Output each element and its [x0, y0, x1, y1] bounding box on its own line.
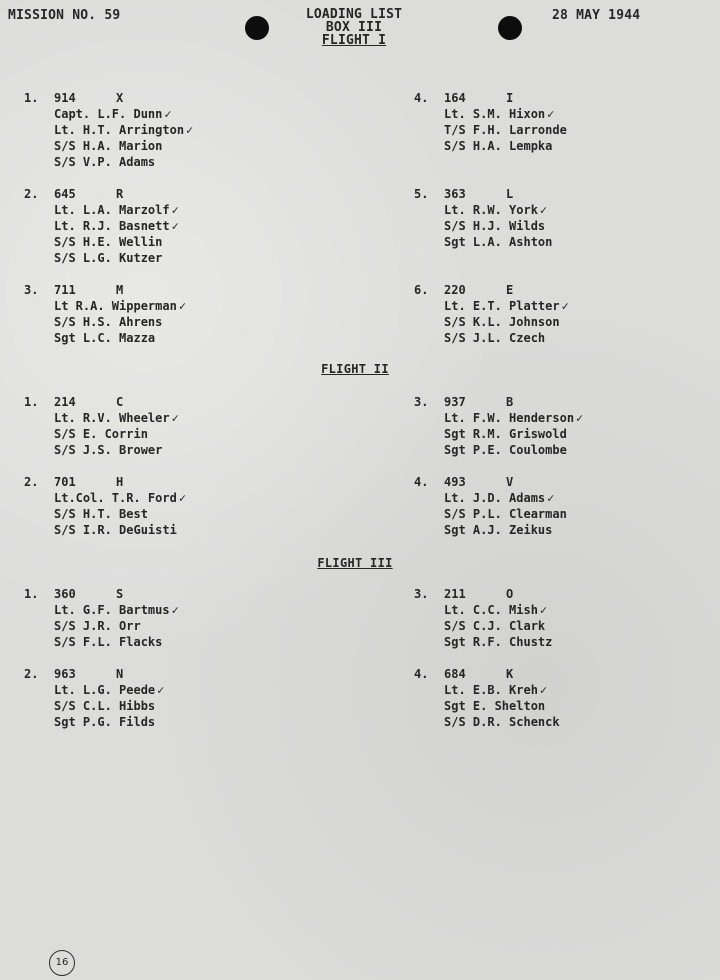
check-mark-icon: ✓ — [178, 299, 187, 313]
crew-member: S/S V.P. Adams — [54, 155, 156, 169]
crew-member: S/S H.E. Wellin — [54, 235, 163, 249]
aircraft-entry — [414, 666, 560, 730]
crew-member: Lt. R.V. Wheeler ✓ — [54, 411, 179, 425]
tail-number: 914 — [54, 91, 76, 105]
tail-number: 360 — [54, 587, 76, 601]
punch-hole-left — [245, 16, 269, 40]
aircraft-entry — [24, 666, 164, 730]
entry-number: 3. — [414, 395, 429, 409]
check-mark-icon: ✓ — [171, 603, 179, 617]
tail-number: 684 — [444, 667, 466, 681]
crew-member: Lt. R.J. Basnett ✓ — [54, 219, 179, 233]
crew-member: Lt. E.B. Kreh ✓ — [444, 683, 548, 697]
crew-member: Lt. R.W. York ✓ — [444, 203, 548, 217]
entry-number: 4. — [414, 667, 429, 681]
check-mark-icon: ✓ — [539, 683, 548, 697]
entry-number: 2. — [24, 187, 39, 201]
entry-number: 4. — [414, 475, 429, 489]
crew-member: S/S E. Corrin — [54, 427, 148, 441]
aircraft-letter: M — [116, 283, 124, 297]
check-mark-icon: ✓ — [171, 411, 179, 425]
crew-member: Lt. E.T. Platter ✓ — [444, 299, 569, 313]
check-mark-icon: ✓ — [178, 491, 187, 505]
check-mark-icon: ✓ — [576, 411, 584, 425]
crew-member: Lt. L.A. Marzolf ✓ — [54, 203, 179, 217]
aircraft-entry — [24, 282, 186, 346]
check-mark-icon: ✓ — [539, 203, 548, 217]
aircraft-letter: H — [116, 475, 124, 489]
aircraft-entry — [414, 474, 567, 538]
tail-number: 963 — [54, 667, 76, 681]
aircraft-letter: N — [116, 667, 124, 681]
crew-member: Sgt R.F. Chustz — [444, 635, 553, 649]
tail-number: 363 — [444, 187, 466, 201]
aircraft-entry — [24, 586, 179, 650]
tail-number: 493 — [444, 475, 466, 489]
aircraft-entry — [414, 586, 552, 650]
crew-member: Sgt P.G. Filds — [54, 715, 156, 729]
crew-member: S/S K.L. Johnson — [444, 315, 560, 329]
aircraft-letter: S — [116, 587, 124, 601]
crew-member: Sgt A.J. Zeikus — [444, 523, 553, 537]
document-title-block — [298, 8, 410, 47]
crew-member: S/S L.G. Kutzer — [54, 251, 163, 265]
check-mark-icon: ✓ — [157, 683, 165, 697]
crew-member: Sgt E. Shelton — [444, 699, 546, 713]
aircraft-entry — [414, 90, 567, 154]
entry-number: 2. — [24, 475, 39, 489]
document-date: 28 MAY 1944 — [552, 8, 641, 23]
crew-member: S/S J.S. Brower — [54, 443, 163, 457]
box-label: BOX III — [325, 20, 383, 35]
check-mark-icon: ✓ — [171, 203, 179, 217]
crew-member: Lt. F.W. Henderson ✓ — [444, 411, 584, 425]
crew-member: Sgt L.C. Mazza — [54, 331, 156, 345]
aircraft-letter: I — [506, 91, 514, 105]
mission-number: MISSION NO. 59 — [8, 8, 121, 23]
check-mark-icon: ✓ — [561, 299, 569, 313]
entry-number: 1. — [24, 587, 39, 601]
aircraft-letter: C — [116, 395, 124, 409]
flight-title-1: FLIGHT I — [321, 33, 387, 48]
aircraft-entry — [414, 282, 569, 346]
aircraft-letter: V — [506, 475, 514, 489]
aircraft-entry — [24, 474, 186, 538]
check-mark-icon: ✓ — [164, 107, 172, 121]
crew-member: Lt. S.M. Hixon ✓ — [444, 107, 555, 121]
crew-member: S/S H.T. Best — [54, 507, 148, 521]
tail-number: 711 — [54, 283, 76, 297]
check-mark-icon: ✓ — [547, 107, 555, 121]
tail-number: 220 — [444, 283, 466, 297]
aircraft-letter: B — [506, 395, 514, 409]
tail-number: 701 — [54, 475, 76, 489]
crew-member: Sgt L.A. Ashton — [444, 235, 553, 249]
tail-number: 214 — [54, 395, 76, 409]
crew-member: S/S J.L. Czech — [444, 331, 546, 345]
crew-member: S/S F.L. Flacks — [54, 635, 163, 649]
crew-member: Lt. G.F. Bartmus ✓ — [54, 603, 179, 617]
aircraft-entry — [24, 90, 193, 170]
crew-member: S/S P.L. Clearman — [444, 507, 567, 521]
aircraft-entry — [24, 394, 179, 458]
document-title: LOADING LIST — [305, 7, 403, 22]
aircraft-letter: R — [116, 187, 124, 201]
entry-number: 6. — [414, 283, 429, 297]
aircraft-letter: E — [506, 283, 514, 297]
punch-hole-right — [498, 16, 522, 40]
entry-number: 2. — [24, 667, 39, 681]
aircraft-letter: X — [116, 91, 124, 105]
entry-number: 1. — [24, 395, 39, 409]
crew-member: Lt.Col. T.R. Ford ✓ — [54, 491, 187, 505]
entry-number: 3. — [414, 587, 429, 601]
entry-number: 5. — [414, 187, 429, 201]
crew-member: Sgt R.M. Griswold — [444, 427, 567, 441]
check-mark-icon: ✓ — [547, 491, 555, 505]
crew-member: T/S F.H. Larronde — [444, 123, 567, 137]
crew-member: S/S J.R. Orr — [54, 619, 141, 633]
crew-member: Lt. L.G. Peede ✓ — [54, 683, 165, 697]
crew-member: Sgt P.E. Coulombe — [444, 443, 567, 457]
crew-member: Lt. H.T. Arrington ✓ — [54, 123, 194, 137]
crew-member: S/S D.R. Schenck — [444, 715, 560, 729]
crew-member: Lt R.A. Wipperman ✓ — [54, 299, 187, 313]
aircraft-entry — [414, 186, 552, 250]
aircraft-letter: K — [506, 667, 514, 681]
entry-number: 3. — [24, 283, 39, 297]
aircraft-entry — [414, 394, 583, 458]
check-mark-icon: ✓ — [539, 603, 548, 617]
tail-number: 164 — [444, 91, 466, 105]
tail-number: 211 — [444, 587, 466, 601]
aircraft-letter: L — [506, 187, 514, 201]
entry-number: 4. — [414, 91, 429, 105]
entry-number: 1. — [24, 91, 39, 105]
aircraft-entry — [24, 186, 179, 266]
flight-title-3: FLIGHT III — [317, 556, 393, 570]
check-mark-icon: ✓ — [171, 219, 179, 233]
crew-member: S/S C.L. Hibbs — [54, 699, 156, 713]
crew-member: S/S H.A. Lempka — [444, 139, 553, 153]
crew-member: S/S C.J. Clark — [444, 619, 546, 633]
crew-member: S/S H.J. Wilds — [444, 219, 546, 233]
check-mark-icon: ✓ — [186, 123, 194, 137]
crew-member: Lt. C.C. Mish ✓ — [444, 603, 548, 617]
crew-member: S/S H.A. Marion — [54, 139, 163, 153]
tail-number: 645 — [54, 187, 76, 201]
page-number: 16 — [49, 950, 75, 976]
crew-member: S/S I.R. DeGuisti — [54, 523, 177, 537]
crew-member: Lt. J.D. Adams ✓ — [444, 491, 555, 505]
tail-number: 937 — [444, 395, 466, 409]
aircraft-letter: O — [506, 587, 514, 601]
crew-member: S/S H.S. Ahrens — [54, 315, 163, 329]
flight-title-2: FLIGHT II — [321, 362, 389, 376]
crew-member: Capt. L.F. Dunn ✓ — [54, 107, 172, 121]
